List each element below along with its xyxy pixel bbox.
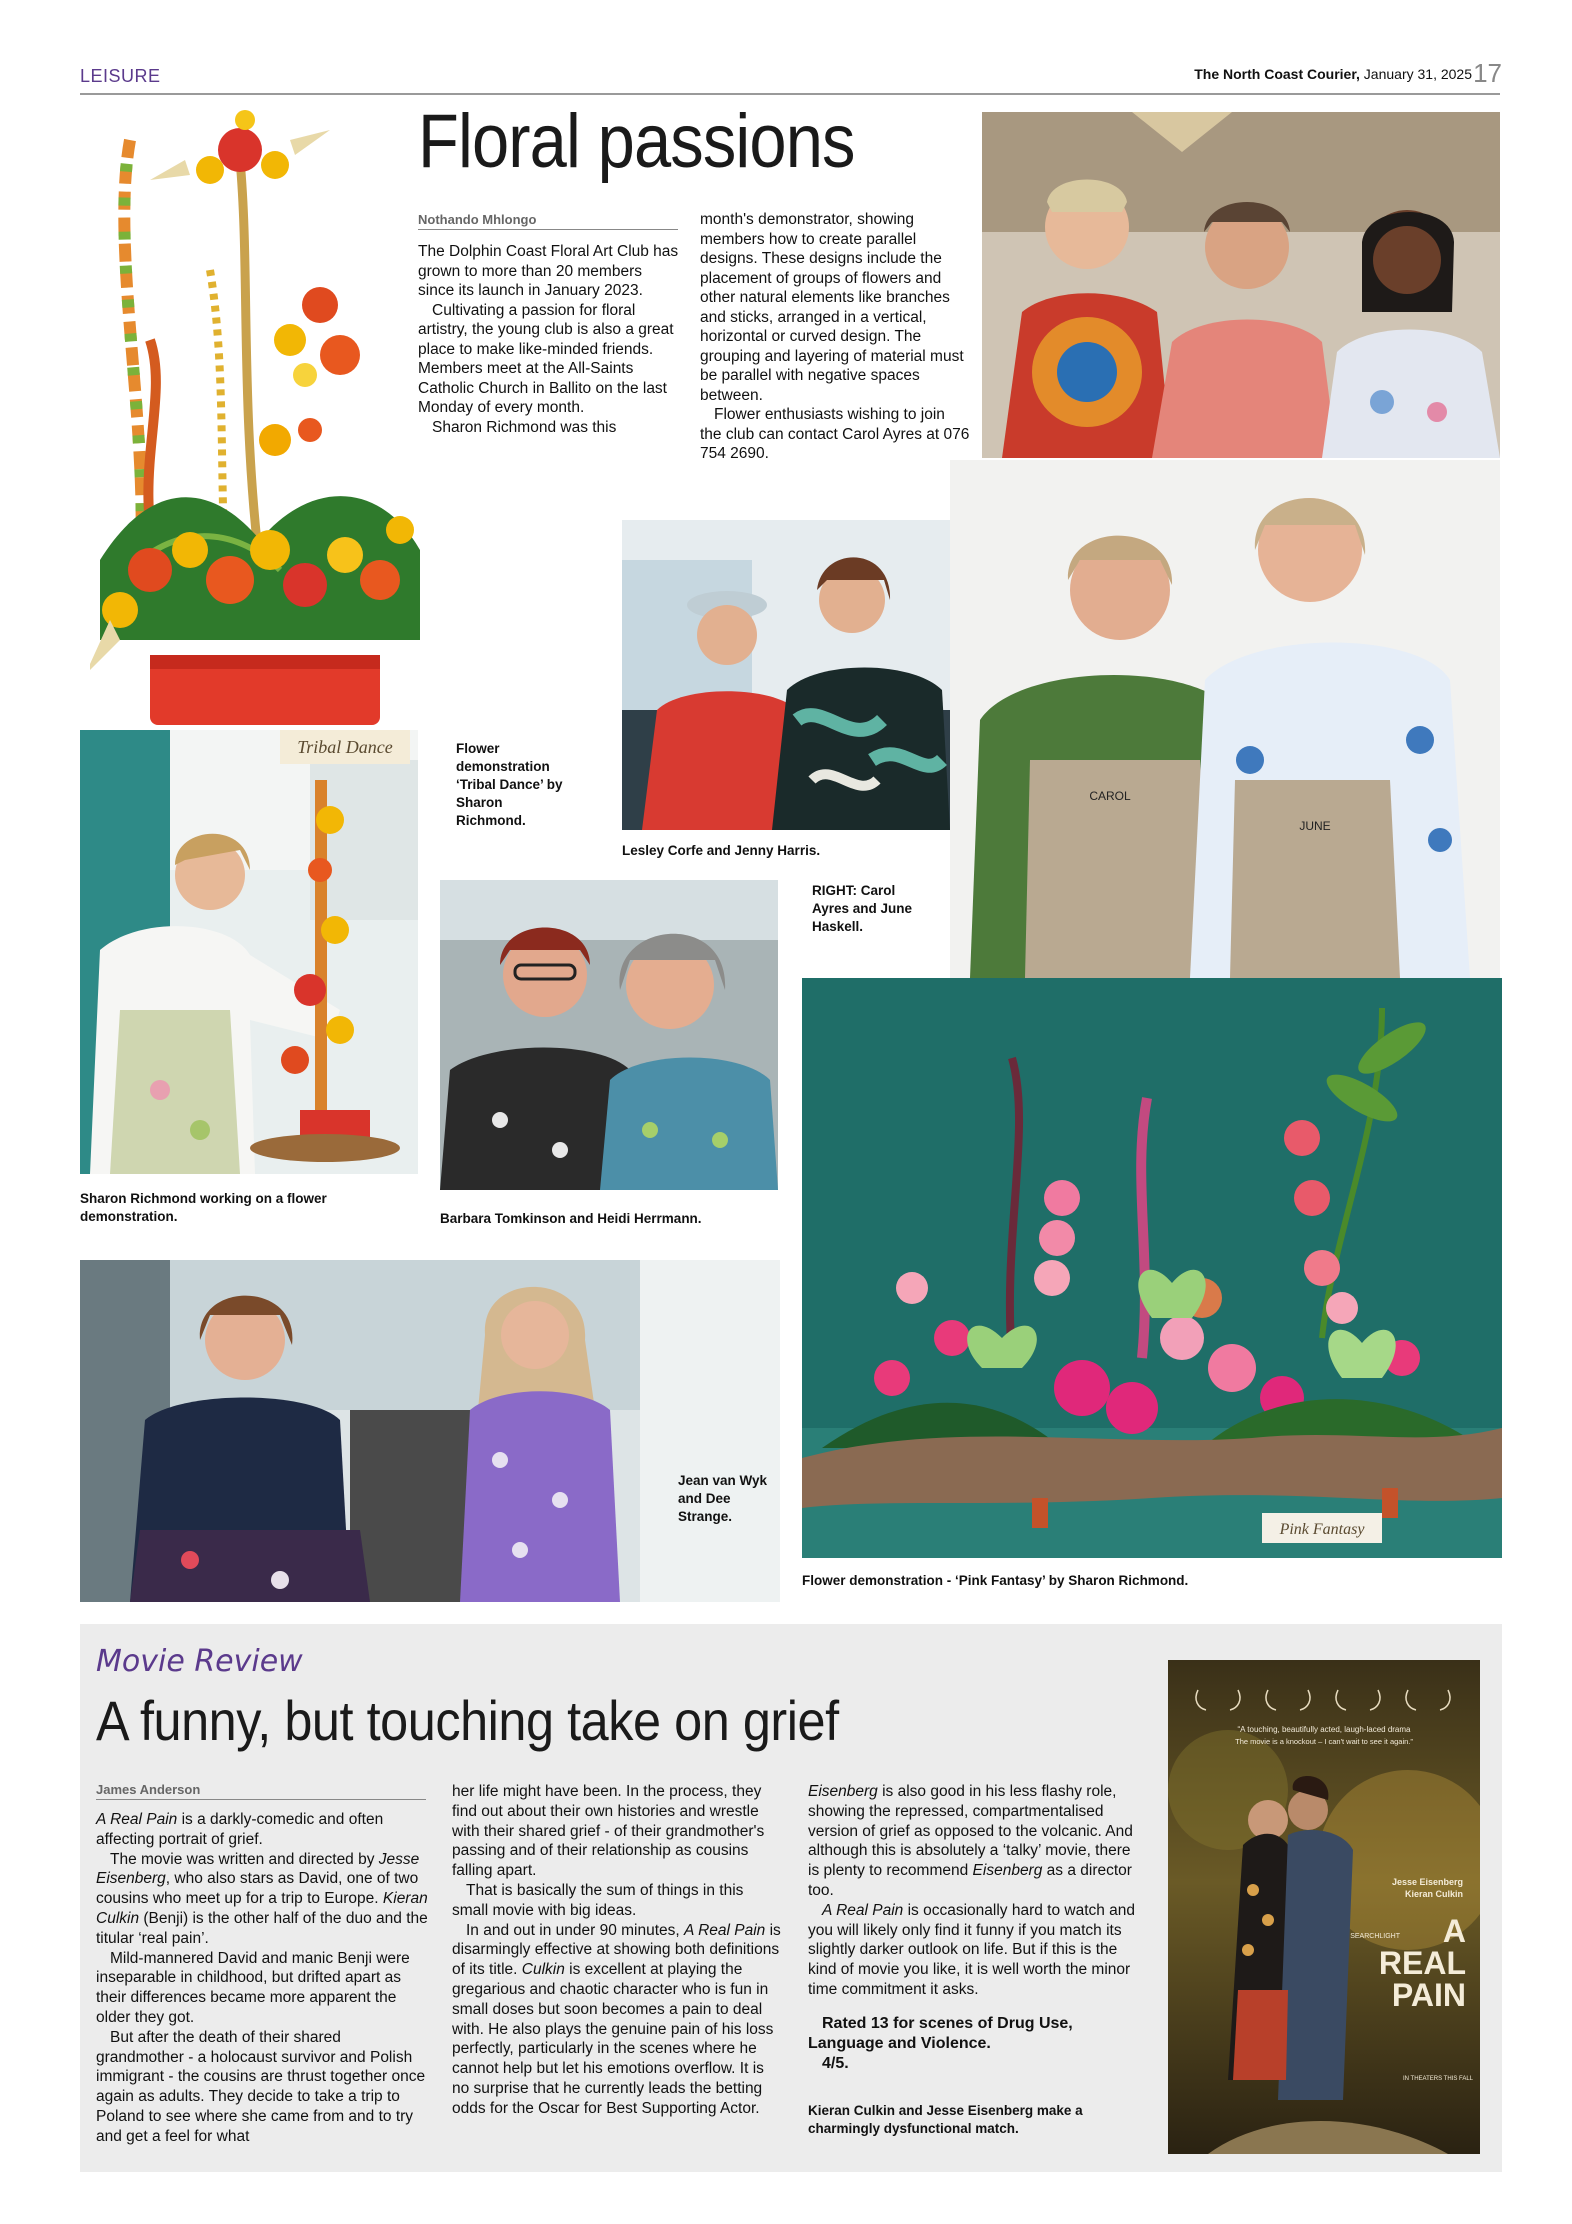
article-byline: Nothando Mhlongo bbox=[418, 212, 678, 230]
review-kicker: Movie Review bbox=[96, 1644, 303, 1679]
caption-carol: RIGHT: Carol Ayres and June Haskell. bbox=[812, 883, 913, 934]
issue-date: January 31, 2025 bbox=[1363, 66, 1472, 82]
two-women-aprons-photo bbox=[950, 460, 1500, 978]
pink-arrangement-photo bbox=[802, 978, 1502, 1558]
two-women-seated-photo bbox=[622, 520, 950, 830]
apron-name-june: JUNE bbox=[1299, 819, 1331, 833]
caption-jean: Jean van Wyk and Dee Strange. bbox=[678, 1473, 768, 1524]
review-paragraph: But after the death of their shared grandmother - a holocaust survivor and Polish immigrant - the cousins are thrust together once again as adults. They decide to take a trip to Poland to see where she came from and to try and get a feel for what bbox=[96, 2028, 426, 2145]
review-paragraph: Mild-mannered David and manic Benji were inseparable in childhood, but drifted apart as their differences became more apparent the older they got. bbox=[96, 1949, 410, 2026]
movie-poster bbox=[1168, 1660, 1480, 2154]
review-headline: A funny, but touching take on grief bbox=[96, 1689, 839, 1752]
review-score: 4/5. bbox=[822, 2055, 849, 2072]
caption-pink: Flower demonstration - ‘Pink Fantasy’ by Sharon Richmond. bbox=[802, 1573, 1189, 1588]
review-paragraph: The movie was written and directed by Jesse Eisenberg, who also stars as David, one of two cousins who meet up for a trip to Europe. Kieran Culkin (Benji) is the other half of the duo and the titular ‘real pain’. bbox=[96, 1850, 428, 1947]
caption-lesley: Lesley Corfe and Jenny Harris. bbox=[622, 843, 821, 858]
article-column-2 bbox=[700, 210, 970, 464]
apron-name-carol: CAROL bbox=[1089, 789, 1131, 803]
pink-fantasy-photo bbox=[802, 978, 1502, 1558]
paragraph: month's demonstrator, showing members how to create parallel designs. These designs include the placement of groups of flowers and other natural elements like branches and sticks, arranged in a vertical, horizontal or curved design. The grouping and layering of material must be parallel with negative spaces between. bbox=[700, 211, 964, 404]
poster-title-3: PAIN bbox=[1391, 1977, 1466, 2013]
caption-tribal: Flower demonstration ‘Tribal Dance’ by Sharon Richmond. bbox=[456, 741, 563, 828]
two-women-smiling-photo bbox=[440, 880, 778, 1190]
article-column-1 bbox=[418, 242, 680, 437]
jean-dee-photo bbox=[80, 1260, 780, 1602]
section-label: LEISURE bbox=[80, 66, 161, 86]
caption-barbara: Barbara Tomkinson and Heidi Herrmann. bbox=[440, 1211, 702, 1226]
caption-sharon: Sharon Richmond working on a flower demonstration. bbox=[80, 1191, 327, 1224]
header-rule bbox=[80, 93, 1500, 95]
poster-cast-1: Jesse Eisenberg bbox=[1391, 1877, 1463, 1887]
lesley-jenny-photo bbox=[622, 520, 950, 830]
poster-caption: Kieran Culkin and Jesse Eisenberg make a charmingly dysfunctional match. bbox=[808, 2103, 1083, 2136]
masthead bbox=[1194, 66, 1472, 82]
poster-cast-2: Kieran Culkin bbox=[1404, 1889, 1463, 1899]
review-paragraph: In and out in under 90 minutes, A Real Pain is disarmingly effective at showing both definitions of its title. Culkin is excellent at playing the gregarious and chaotic character who is fun in small doses but soon becomes a pain to deal with. He also plays the genuine pain of his loss perfectly, particularly in the scenes where he cannot help but let his emotions overflow. It is no surprise that he currently leads the betting odds for the Oscar for Best Supporting Actor. bbox=[452, 1921, 781, 2117]
carol-june-photo bbox=[950, 460, 1500, 978]
two-women-seated-hall-photo bbox=[80, 1260, 780, 1602]
review-column-2 bbox=[452, 1782, 782, 2119]
tribal-dance-sign: Tribal Dance bbox=[297, 737, 393, 757]
yolanda-isobel-peggy-photo bbox=[982, 112, 1500, 458]
woman-arranging-flowers-photo bbox=[80, 730, 418, 1174]
review-column-1 bbox=[96, 1810, 428, 2147]
poster-studio: SEARCHLIGHT bbox=[1350, 1933, 1400, 1940]
arrangement-illustration bbox=[90, 100, 425, 750]
group-of-three-photo bbox=[982, 112, 1500, 458]
review-rating bbox=[808, 2014, 1128, 2074]
paragraph: Flower enthusiasts wishing to join the club can contact Carol Ayres at 076 754 2690. bbox=[700, 406, 970, 462]
paragraph: Cultivating a passion for floral artistry, the young club is also a great place to make like-minded friends. Members meet at the All-Saints Catholic Church in Ballito on the last Monday of every month. bbox=[418, 301, 674, 416]
review-paragraph: Eisenberg is also good in his less flashy role, showing the repressed, compartmentalised version of grief as opposed to the volcanic. And although this is absolutely a ‘talky’ movie, there is plenty to recommend Eisenberg as a director too. bbox=[808, 1783, 1133, 1899]
review-paragraph: her life might have been. In the process, they find out about their own histories and wrestle with their shared grief - of their grandmother's passing and of their relationship as cousins falling apart. bbox=[452, 1783, 765, 1880]
article-headline: Floral passions bbox=[418, 99, 855, 184]
rating-text: Rated 13 for scenes of Drug Use, Language and Violence. bbox=[808, 2015, 1073, 2052]
page-number: 17 bbox=[1473, 58, 1502, 88]
poster-quote-2: The movie is a knockout – I can't wait to see it again.” bbox=[1235, 1737, 1413, 1746]
poster-release: IN THEATERS THIS FALL bbox=[1402, 2076, 1474, 2082]
barbara-heidi-photo bbox=[440, 880, 778, 1190]
publication-name: The North Coast Courier, bbox=[1194, 66, 1360, 82]
tribal-dance-arrangement-photo bbox=[90, 100, 425, 750]
a-real-pain-poster bbox=[1168, 1660, 1480, 2154]
poster-quote: “A touching, beautifully acted, laugh-laced drama bbox=[1237, 1725, 1411, 1734]
poster-title-2: REAL bbox=[1378, 1945, 1466, 1981]
pink-fantasy-sign: Pink Fantasy bbox=[1279, 1521, 1365, 1538]
paragraph: Sharon Richmond was this bbox=[432, 418, 617, 436]
review-paragraph: A Real Pain is occasionally hard to watch and you will likely only find it funny if you match its slightly darker outlook on life. But if this is the kind of movie you like, it is well worth the minor time commitment it asks. bbox=[808, 1901, 1136, 1998]
paragraph: The Dolphin Coast Floral Art Club has grown to more than 20 members since its launch in January 2023. bbox=[418, 243, 679, 299]
review-byline: James Anderson bbox=[96, 1782, 426, 1800]
review-paragraph: A Real Pain is a darkly-comedic and often affecting portrait of grief. bbox=[96, 1811, 384, 1848]
review-paragraph: That is basically the sum of things in this small movie with big ideas. bbox=[452, 1881, 744, 1919]
sharon-working-photo bbox=[80, 730, 418, 1174]
poster-title-1: A bbox=[1442, 1913, 1466, 1949]
review-column-3 bbox=[808, 1782, 1138, 2000]
